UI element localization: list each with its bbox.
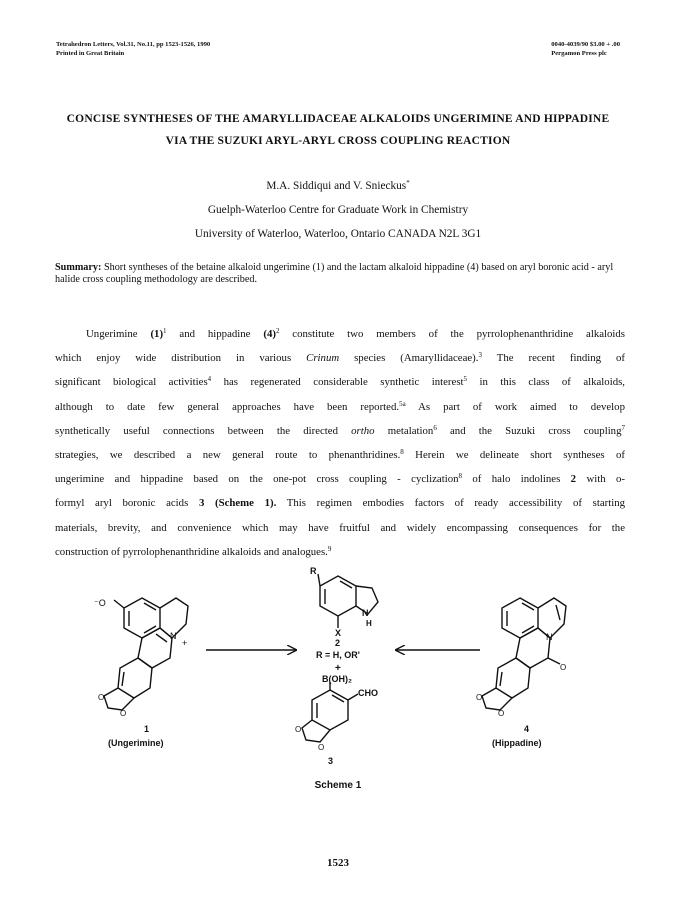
scheme-1-figure <box>90 560 590 800</box>
c2-r-group: R <box>310 566 317 576</box>
body-line: which enjoy wide distribution in various Crinum species (Amaryllidaceae).$^3$ The recent finding of <box>55 351 625 365</box>
affiliation-2: University of Waterloo, Waterloo, Ontario CANADA N2L 3G1 <box>194 228 482 240</box>
body-line: strategies, we described a new general route to phenanthridines.$^8$ Herein we delineate short syntheses of <box>55 447 625 461</box>
body-line: synthetically useful connections between the directed ortho metalation$^6$ and the Suzuki cross coupling$^7$ <box>55 423 625 437</box>
c1-name: (Ungerimine) <box>108 738 164 748</box>
journal-header-right <box>551 40 620 58</box>
journal-citation: Tetrahedron Letters, Vol.31, No.11, pp 1523-1526, 1990 <box>56 41 211 48</box>
body-line: significant biological activities$^4$ has regenerated considerable synthetic interest$^5$ in this class of alkaloids, <box>55 375 625 389</box>
body-line: Ungerimine $(1)^1$ and hippadine $(4)^2$ constitute two members of the pyrrolophenanthridine alkaloids <box>86 327 625 340</box>
compound-boronic-acid <box>295 674 378 766</box>
c1-oxygen-b: O <box>120 709 127 718</box>
summary-text: Short syntheses of the betaine alkaloid ungerimine (1) and the lactam alkaloid hippadine (4) based on aryl boronic acid - aryl halide cross coupling methodology are described. <box>55 262 614 285</box>
c4-number: 4 <box>524 724 530 734</box>
summary <box>55 262 621 286</box>
corresponding-star: * <box>406 179 410 187</box>
compound-hippadine <box>476 598 566 748</box>
printed-location: Printed in Great Britain <box>56 50 125 57</box>
body-line: formyl aryl boronic acids 3 (Scheme 1). This regimen embodies factors of ready accessibility of starting <box>55 497 625 510</box>
c3-boronic: B(OH)₂ <box>322 674 352 684</box>
c2-halogen: X <box>335 628 342 638</box>
title-line-2: VIA THE SUZUKI ARYL-ARYL CROSS COUPLING REACTION <box>165 135 511 147</box>
c4-nitrogen: N <box>546 632 553 642</box>
scheme-caption: Scheme 1 <box>314 780 362 791</box>
body-paragraph <box>55 322 625 564</box>
c2-number: 2 <box>335 638 341 648</box>
c3-formyl: CHO <box>358 688 378 698</box>
compound-halo-indoline <box>310 566 378 674</box>
c3-number: 3 <box>328 756 334 766</box>
summary-label: Summary: <box>55 262 102 273</box>
c3-oxygen-a: O <box>295 725 302 734</box>
c1-nitrogen: N <box>170 631 177 641</box>
c4-name: (Hippadine) <box>492 738 542 748</box>
body-line: materials, brevity, and convenience which may have fruitful and widely encompassing consequences for the <box>55 521 625 534</box>
c4-oxygen-b: O <box>498 709 505 718</box>
compound-ungerimine <box>94 598 188 748</box>
c1-oxygen-a: O <box>98 693 105 702</box>
article-code: 0040-4039/90 $3.00 + .00 <box>551 41 620 48</box>
c1-charge: + <box>182 638 188 648</box>
journal-header-left <box>56 40 210 58</box>
affiliation-1: Guelph-Waterloo Centre for Graduate Work in Chemistry <box>207 204 469 216</box>
c4-carbonyl-oxygen: O <box>560 663 567 672</box>
page-number: 1523 <box>327 857 349 869</box>
c1-oxide: ⁻O <box>94 598 106 608</box>
body-line: ungerimine and hippadine based on the one-pot cross coupling - cyclization$^8$ of halo indolines 2 with o- <box>55 472 625 486</box>
publisher: Pergamon Press plc <box>551 50 607 57</box>
body-line: although to date few general approaches have been reported.$^{5a}$ As part of work aimed to develop <box>55 399 625 413</box>
c2-hydrogen: H <box>366 619 372 628</box>
plus-sign: + <box>335 663 341 674</box>
title-line-1: CONCISE SYNTHESES OF THE AMARYLLIDACEAE ALKALOIDS UNGERIMINE AND HIPPADINE <box>66 113 610 125</box>
author-names <box>0 180 676 192</box>
body-line: construction of pyrrolophenanthridine alkaloids and analogues.$^9$ <box>55 544 332 558</box>
c4-oxygen-a: O <box>476 693 483 702</box>
c2-r-definition: R = H, OR' <box>316 650 360 660</box>
author-list: M.A. Siddiqui and V. Snieckus <box>266 180 407 192</box>
c2-nitrogen: N <box>362 608 369 618</box>
c1-number: 1 <box>144 724 150 734</box>
c3-oxygen-b: O <box>318 743 325 752</box>
